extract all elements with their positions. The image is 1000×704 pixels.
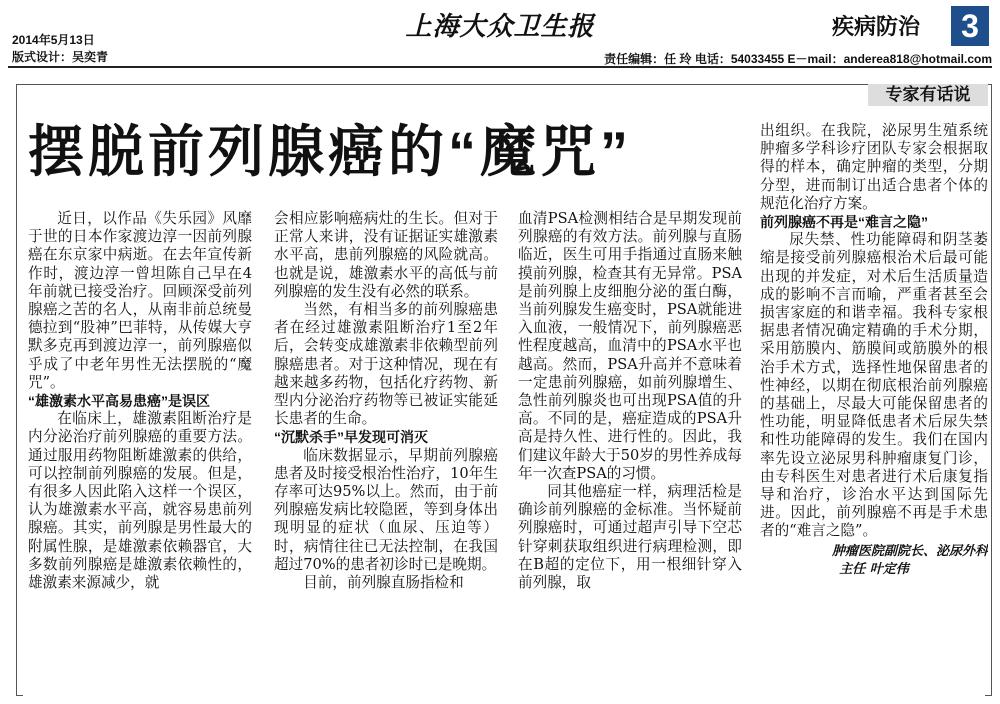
newspaper-masthead: 上海大众卫生报 <box>405 12 595 42</box>
issue-date: 2014年5月13日 <box>12 33 95 47</box>
paragraph: 出组织。在我院，泌尿男生殖系统肿瘤多学科诊疗团队专家会根据取得的样本，确定肿瘤的类型，分期分型，进而制订出适合患者个体的规范化治疗方案。 <box>760 122 988 212</box>
layout-designer: 版式设计：吴奕青 <box>12 50 109 64</box>
paragraph: 在临床上，雄激素阻断治疗是内分泌治疗前列腺癌的重要方法。通过服用药物阻断雄激素的供给，可以控制前列腺癌的发展。但是，有很多人因此陷入这样一个误区，认为雄激素水平高，就容易患前列腺癌。其实，前列腺是男性最大的附属性腺，是雄激素依赖器官，大多数前列腺癌是雄激素依赖性的，雄激素来源减少，就 <box>28 410 252 592</box>
article-headline: 摆脱前列腺癌的“魔咒” <box>28 120 632 183</box>
article-column-4 <box>760 122 988 695</box>
paragraph: 近日，以作品《失乐园》风靡于世的日本作家渡边淳一因前列腺癌在东京家中病逝。在去年宣传新作时，渡边淳一曾坦陈自己早在4年前就已接受治疗。回顾深受前列腺癌之苦的名人，从南非前总统曼德拉到“股神”巴菲特，从传媒大亨默多克再到渡边淳一，前列腺癌似乎成了中老年男性无法摆脱的“魔咒”。 <box>28 210 252 391</box>
page-number-badge: 3 <box>951 6 989 46</box>
subheading: “沉默杀手”早发现可消灭 <box>274 429 428 446</box>
subheading: “雄激素水平高易患癌”是误区 <box>28 393 210 410</box>
article-column-2 <box>274 210 498 695</box>
article-column-1 <box>28 210 252 695</box>
author-name: 主任 叶定伟 <box>839 561 909 577</box>
article-column-3 <box>518 210 742 695</box>
paragraph: 目前，前列腺直肠指检和 <box>303 574 464 592</box>
editor-contact: 责任编辑：任 玲 电话：54033455 E－mail：anderea818@hotmail.com <box>604 52 992 66</box>
section-title: 疾病防治 <box>832 14 921 39</box>
author-title: 肿瘤医院副院长、泌尿外科 <box>831 543 988 559</box>
article-frame-top <box>16 84 880 85</box>
header-rule <box>8 66 992 68</box>
paragraph: 临床数据显示，早期前列腺癌患者及时接受根治性治疗，10年生存率可达95%以上。然而，由于前列腺癌发病比较隐匿，等到身体出现明显的症状（血尿、压迫等）时，病情往往已无法控制，在我国超过70%的患者初诊时已是晚期。 <box>274 446 498 573</box>
paragraph: 当然，有相当多的前列腺癌患者在经过雄激素阻断治疗1至2年后，会转变成雄激素非依赖型前列腺癌患者。对于这种情况，现在有越来越多药物，包括化疗药物、新型内分泌治疗药物等已被证实能延长患者的生命。 <box>274 301 498 428</box>
paragraph: 尿失禁、性功能障碍和阴茎萎缩是接受前列腺癌根治术后最可能出现的并发症，对术后生活质量造成的影响不言而喻，严重者甚至会损害家庭的和谐幸福。我科专家根据患者情况确定精确的手术分期，采用筋膜内、筋膜间或筋膜外的根治手术方式，选择性地保留患者的性神经，以期在彻底根治前列腺癌的基础上，尽最大可能保留患者的性功能，明显降低患者术后尿失禁和性功能障碍的发生。我们在国内率先设立泌尿男科肿瘤康复门诊，由专科医生对患者进行术后康复指导和治疗，诊治水平达到国际先进。因此，前列腺癌不再是手术患者的“难言之隐”。 <box>760 231 988 540</box>
column-tag: 专家有话说 <box>868 84 988 106</box>
paragraph: 血清PSA检测相结合是早期发现前列腺癌的有效方法。前列腺与直肠临近，医生可用手指通过直肠来触摸前列腺，检查其有无异常。PSA是前列腺上皮细胞分泌的蛋白酶，当前列腺发生癌变时，PSA就能进入血液，一般情况下，前列腺癌恶性程度越高，血清中的PSA水平也越高。然而，PSA升高并不意味着一定患前列腺癌，如前列腺增生、急性前列腺炎也可出现PSA值的升高。不同的是，癌症造成的PSA升高是持久性、进行性的。因此，我们建议年龄大于50岁的男性养成每年一次查PSA的习惯。 <box>518 210 742 482</box>
paragraph: 会相应影响癌病灶的生长。但对于正常人来讲，没有证据证实雄激素水平高，患前列腺癌的风险就高。也就是说，雄激素水平的高低与前列腺癌的发生没有必然的联系。 <box>274 210 498 300</box>
paragraph: 同其他癌症一样，病理活检是确诊前列腺癌的金标准。当怀疑前列腺癌时，可通过超声引导下空芯针穿刺获取组织进行病理检测，即在B超的定位下，用一根细针穿入前列腺，取 <box>518 483 742 592</box>
article-frame-left <box>16 84 23 696</box>
subheading: 前列腺癌不再是“难言之隐” <box>760 214 928 231</box>
